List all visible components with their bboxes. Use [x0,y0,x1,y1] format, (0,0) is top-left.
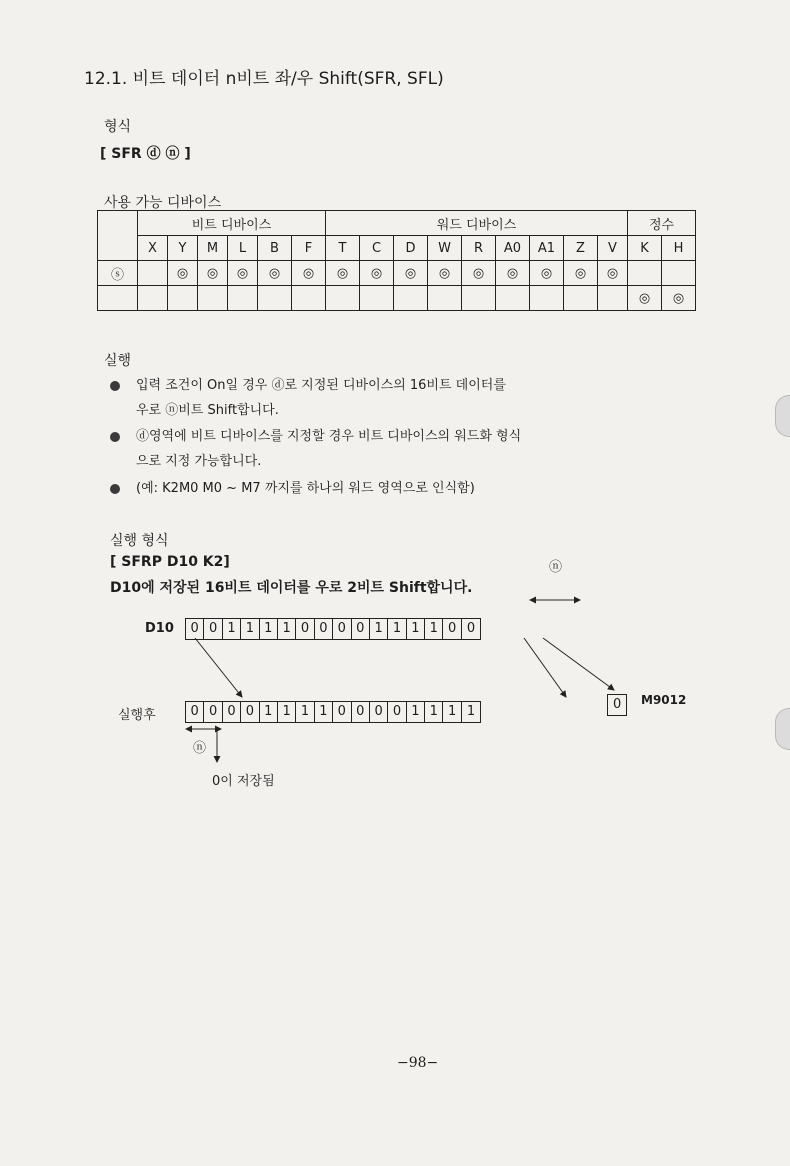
format-heading: 형식 [104,119,132,135]
column-header: B [258,236,292,261]
table-cell: ◎ [598,261,628,286]
register-bit: 0 [352,619,370,639]
table-cell: ◎ [628,286,662,311]
register-bit: 1 [425,619,443,639]
bullet-3-line-1: (예: K2M0 M0 ~ M7 까지를 하나의 워드 영역으로 인식함) [136,481,475,496]
register-bit: 0 [443,619,461,639]
format-code: [ SFR ⓓ ⓝ ] [100,146,191,162]
table-cell: ◎ [564,261,598,286]
devices-heading: 사용 가능 디바이스 [104,195,222,211]
row-label: ⓢ [98,261,138,286]
register-bit: 1 [466,704,476,719]
register-bit: 0 [223,702,241,722]
page-number: −98− [397,1055,439,1071]
table-cell: ◎ [168,261,198,286]
bullet-2-line-2: 으로 지정 가능합니다. [136,454,262,469]
column-header: T [326,236,360,261]
table-cell: ◎ [428,261,462,286]
register-bit: 0 [315,619,333,639]
register-bit: 0 [296,619,314,639]
register-bit: 1 [407,619,425,639]
bullet-1-line-1: 입력 조건이 On일 경우 ⓓ로 지정된 디바이스의 16비트 데이터를 [136,378,506,393]
column-header: X [138,236,168,261]
example-heading: 실행 형식 [110,533,169,549]
column-header: Y [168,236,198,261]
table-cell: ◎ [360,261,394,286]
column-header: F [292,236,326,261]
register-bit: 0 [466,621,476,636]
register-bit: 1 [278,702,296,722]
register-bit: 1 [223,619,241,639]
n-mark-bottom: ⓝ [193,741,207,756]
column-header: R [462,236,496,261]
bullet-1-line-2: 우로 ⓝ비트 Shift합니다. [136,403,279,418]
carry-arrow [543,638,614,690]
register-bit: 1 [370,619,388,639]
table-cell: ◎ [198,261,228,286]
header-word-devices: 워드 디바이스 [326,211,628,236]
column-header: K [628,236,662,261]
table-cell: ◎ [662,286,696,311]
register-bit: 1 [315,702,333,722]
column-header: A1 [530,236,564,261]
binder-hole [775,708,790,750]
before-label: D10 [145,621,174,636]
n-mark-top: ⓝ [549,560,563,575]
register-bit: 1 [260,702,278,722]
exec-heading: 실행 [104,353,132,369]
table-cell: ◎ [258,261,292,286]
register-bit: 0 [333,702,351,722]
shift-arrow-start [195,638,242,697]
column-header: A0 [496,236,530,261]
zero-note: 0이 저장됨 [212,774,275,789]
register-bit: 0 [186,619,204,639]
section-title: 12.1. 비트 데이터 n비트 좌/우 Shift(SFR, SFL) [84,69,444,89]
register-bit: 0 [352,702,370,722]
table-cell: ◎ [462,261,496,286]
column-header: L [228,236,258,261]
column-header: Z [564,236,598,261]
header-constants: 정수 [628,211,696,236]
carry-label: M9012 [641,693,687,707]
example-code: [ SFRP D10 K2] [110,554,230,570]
column-header: W [428,236,462,261]
column-header: M [198,236,228,261]
carry-bit: 0 [613,697,622,712]
register-bit: 0 [333,619,351,639]
register-bit: 1 [407,702,425,722]
register-bit: 0 [204,702,222,722]
register-bit: 0 [241,702,259,722]
register-bit: 0 [186,702,204,722]
register-bit: 0 [370,702,388,722]
column-header: V [598,236,628,261]
binder-hole [775,395,790,437]
table-cell: ◎ [228,261,258,286]
header-bit-devices: 비트 디바이스 [138,211,326,236]
table-cell: ◎ [496,261,530,286]
table-cell: ◎ [326,261,360,286]
column-header: C [360,236,394,261]
register-bit: 1 [443,702,461,722]
register-bit: 0 [204,619,222,639]
table-cell: ◎ [394,261,428,286]
register-bit: 0 [388,702,406,722]
column-header: D [394,236,428,261]
register-bit: 1 [241,619,259,639]
register-bit: 1 [388,619,406,639]
after-label: 실행후 [118,708,156,723]
register-bit: 1 [278,619,296,639]
register-bit: 1 [296,702,314,722]
table-cell: ◎ [292,261,326,286]
example-description: D10에 저장된 16비트 데이터를 우로 2비트 Shift합니다. [110,580,473,596]
register-bit: 1 [260,619,278,639]
column-header: H [662,236,696,261]
table-cell: ◎ [530,261,564,286]
shift-arrow-end [524,638,566,697]
register-bit: 1 [425,702,443,722]
bullet-2-line-1: ⓓ영역에 비트 디바이스를 지정할 경우 비트 디바이스의 워드화 형식 [136,429,522,444]
